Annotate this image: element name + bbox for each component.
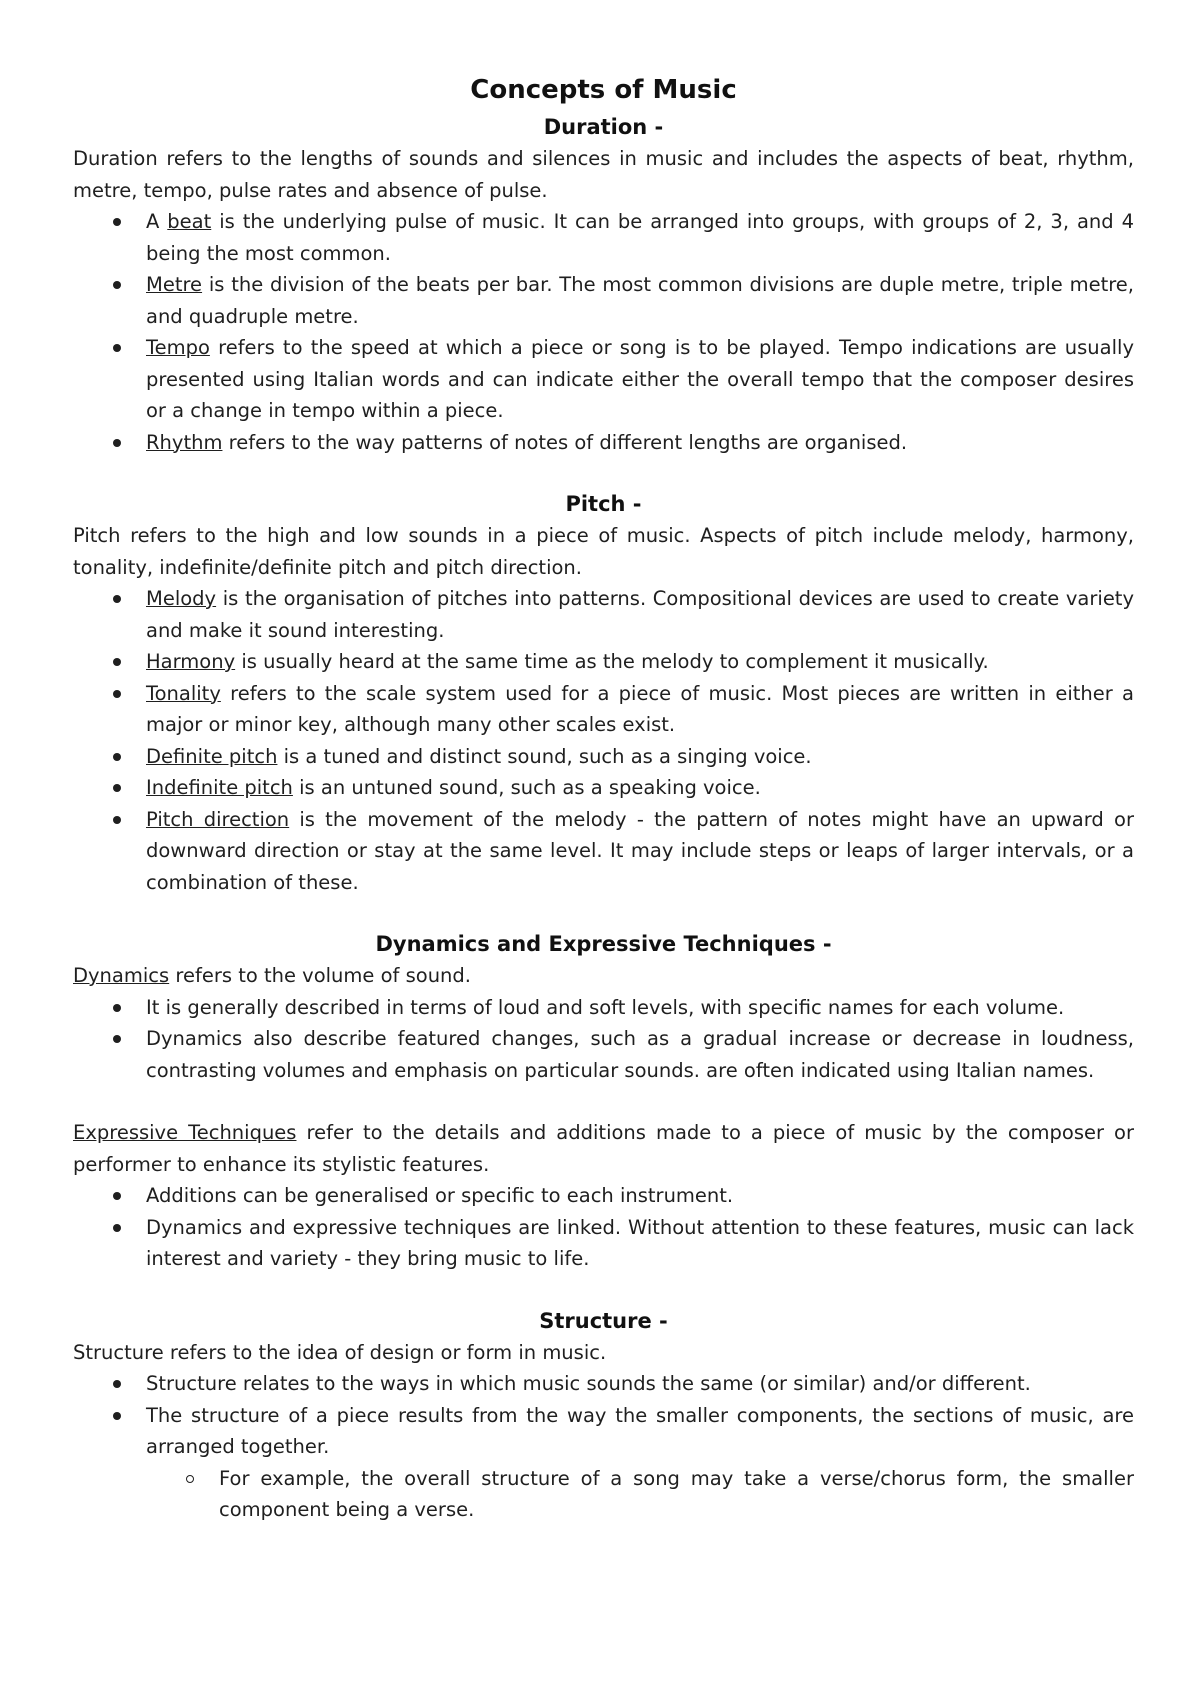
dynamics-list xyxy=(73,992,1134,1087)
duration-list xyxy=(73,206,1134,458)
expressive-list xyxy=(73,1180,1134,1275)
term-tonality: Tonality xyxy=(146,681,221,705)
list-item: Rhythm refers to the way patterns of notes of different lengths are organised. xyxy=(146,427,1134,459)
spacer xyxy=(73,458,1134,489)
list-item: The structure of a piece results from the way the smaller components, the sections of music, are arranged together. For example, the overall structure of a song may take a verse/chorus form, the smaller component being a verse. xyxy=(146,1400,1134,1526)
spacer xyxy=(73,898,1134,929)
dynamics-intro: Dynamics refers to the volume of sound. xyxy=(73,964,471,987)
term-definite-pitch: Definite pitch xyxy=(146,744,278,768)
term-rhythm: Rhythm xyxy=(146,430,223,454)
term-beat: beat xyxy=(167,210,212,233)
structure-sub-list xyxy=(146,1463,1134,1526)
list-item: Indefinite pitch is an untuned sound, such as a speaking voice. xyxy=(146,772,1134,804)
section-heading-pitch: Pitch - xyxy=(565,492,642,516)
list-item: Tonality refers to the scale system used for a piece of music. Most pieces are written in either a major or minor key, although many other scales exist. xyxy=(146,678,1134,741)
list-item: For example, the overall structure of a song may take a verse/chorus form, the smaller component being a verse. xyxy=(219,1463,1134,1526)
list-item: Dynamics also describe featured changes, such as a gradual increase or decrease in loudness, contrasting volumes and emphasis on particular sounds. are often indicated using Italian names. xyxy=(146,1023,1134,1086)
term-indefinite-pitch: Indefinite pitch xyxy=(146,776,293,799)
term-expressive-techniques: Expressive Techniques xyxy=(73,1121,297,1144)
section-heading-dynamics: Dynamics and Expressive Techniques - xyxy=(375,932,832,956)
structure-list xyxy=(73,1368,1134,1526)
spacer xyxy=(73,1275,1134,1306)
section-duration xyxy=(73,112,1134,458)
list-item: Melody is the organisation of pitches into patterns. Compositional devices are used to create variety and make it sound interesting. xyxy=(146,583,1134,646)
term-metre: Metre xyxy=(146,273,203,296)
expressive-intro: Expressive Techniques refer to the details and additions made to a piece of music by the composer or performer to enhance its stylistic features. xyxy=(73,1121,1134,1176)
list-item: Harmony is usually heard at the same time as the melody to complement it musically. xyxy=(146,646,1134,678)
list-item: It is generally described in terms of loud and soft levels, with specific names for each volume. xyxy=(146,992,1134,1024)
list-item: Structure relates to the ways in which music sounds the same (or similar) and/or different. xyxy=(146,1368,1134,1400)
structure-intro: Structure refers to the idea of design or form in music. xyxy=(73,1340,607,1364)
pitch-intro: Pitch refers to the high and low sounds in a piece of music. Aspects of pitch include melody, harmony, tonality, indefinite/definite pitch and pitch direction. xyxy=(73,524,1134,579)
list-item: Tempo refers to the speed at which a piece or song is to be played. Tempo indications are usually presented using Italian words and can indicate either the overall tempo that the composer desires or a change in tempo within a piece. xyxy=(146,332,1134,427)
term-dynamics: Dynamics xyxy=(73,964,170,987)
list-item: Metre is the division of the beats per bar. The most common divisions are duple metre, triple metre, and quadruple metre. xyxy=(146,269,1134,332)
list-item: Dynamics and expressive techniques are linked. Without attention to these features, music can lack interest and variety - they bring music to life. xyxy=(146,1212,1134,1275)
section-structure xyxy=(73,1306,1134,1526)
section-dynamics xyxy=(73,929,1134,1275)
list-item: Pitch direction is the movement of the melody - the pattern of notes might have an upward or downward direction or stay at the same level. It may include steps or leaps of larger intervals, or a combination of these. xyxy=(146,804,1134,899)
list-item: A beat is the underlying pulse of music. It can be arranged into groups, with groups of 2, 3, and 4 being the most common. xyxy=(146,206,1134,269)
spacer xyxy=(73,1086,1134,1117)
section-pitch xyxy=(73,489,1134,898)
term-tempo: Tempo xyxy=(146,336,210,359)
page-title: Concepts of Music xyxy=(470,75,737,105)
list-item: Definite pitch is a tuned and distinct sound, such as a singing voice. xyxy=(146,741,1134,773)
section-heading-structure: Structure - xyxy=(539,1308,668,1333)
term-pitch-direction: Pitch direction xyxy=(146,807,290,831)
duration-intro: Duration refers to the lengths of sounds and silences in music and includes the aspects of beat, rhythm, metre, tempo, pulse rates and absence of pulse. xyxy=(73,147,1134,202)
term-melody: Melody xyxy=(146,587,217,610)
section-heading-duration: Duration - xyxy=(543,115,664,139)
pitch-list xyxy=(73,583,1134,898)
list-item: Additions can be generalised or specific to each instrument. xyxy=(146,1180,1134,1212)
term-harmony: Harmony xyxy=(146,650,236,673)
